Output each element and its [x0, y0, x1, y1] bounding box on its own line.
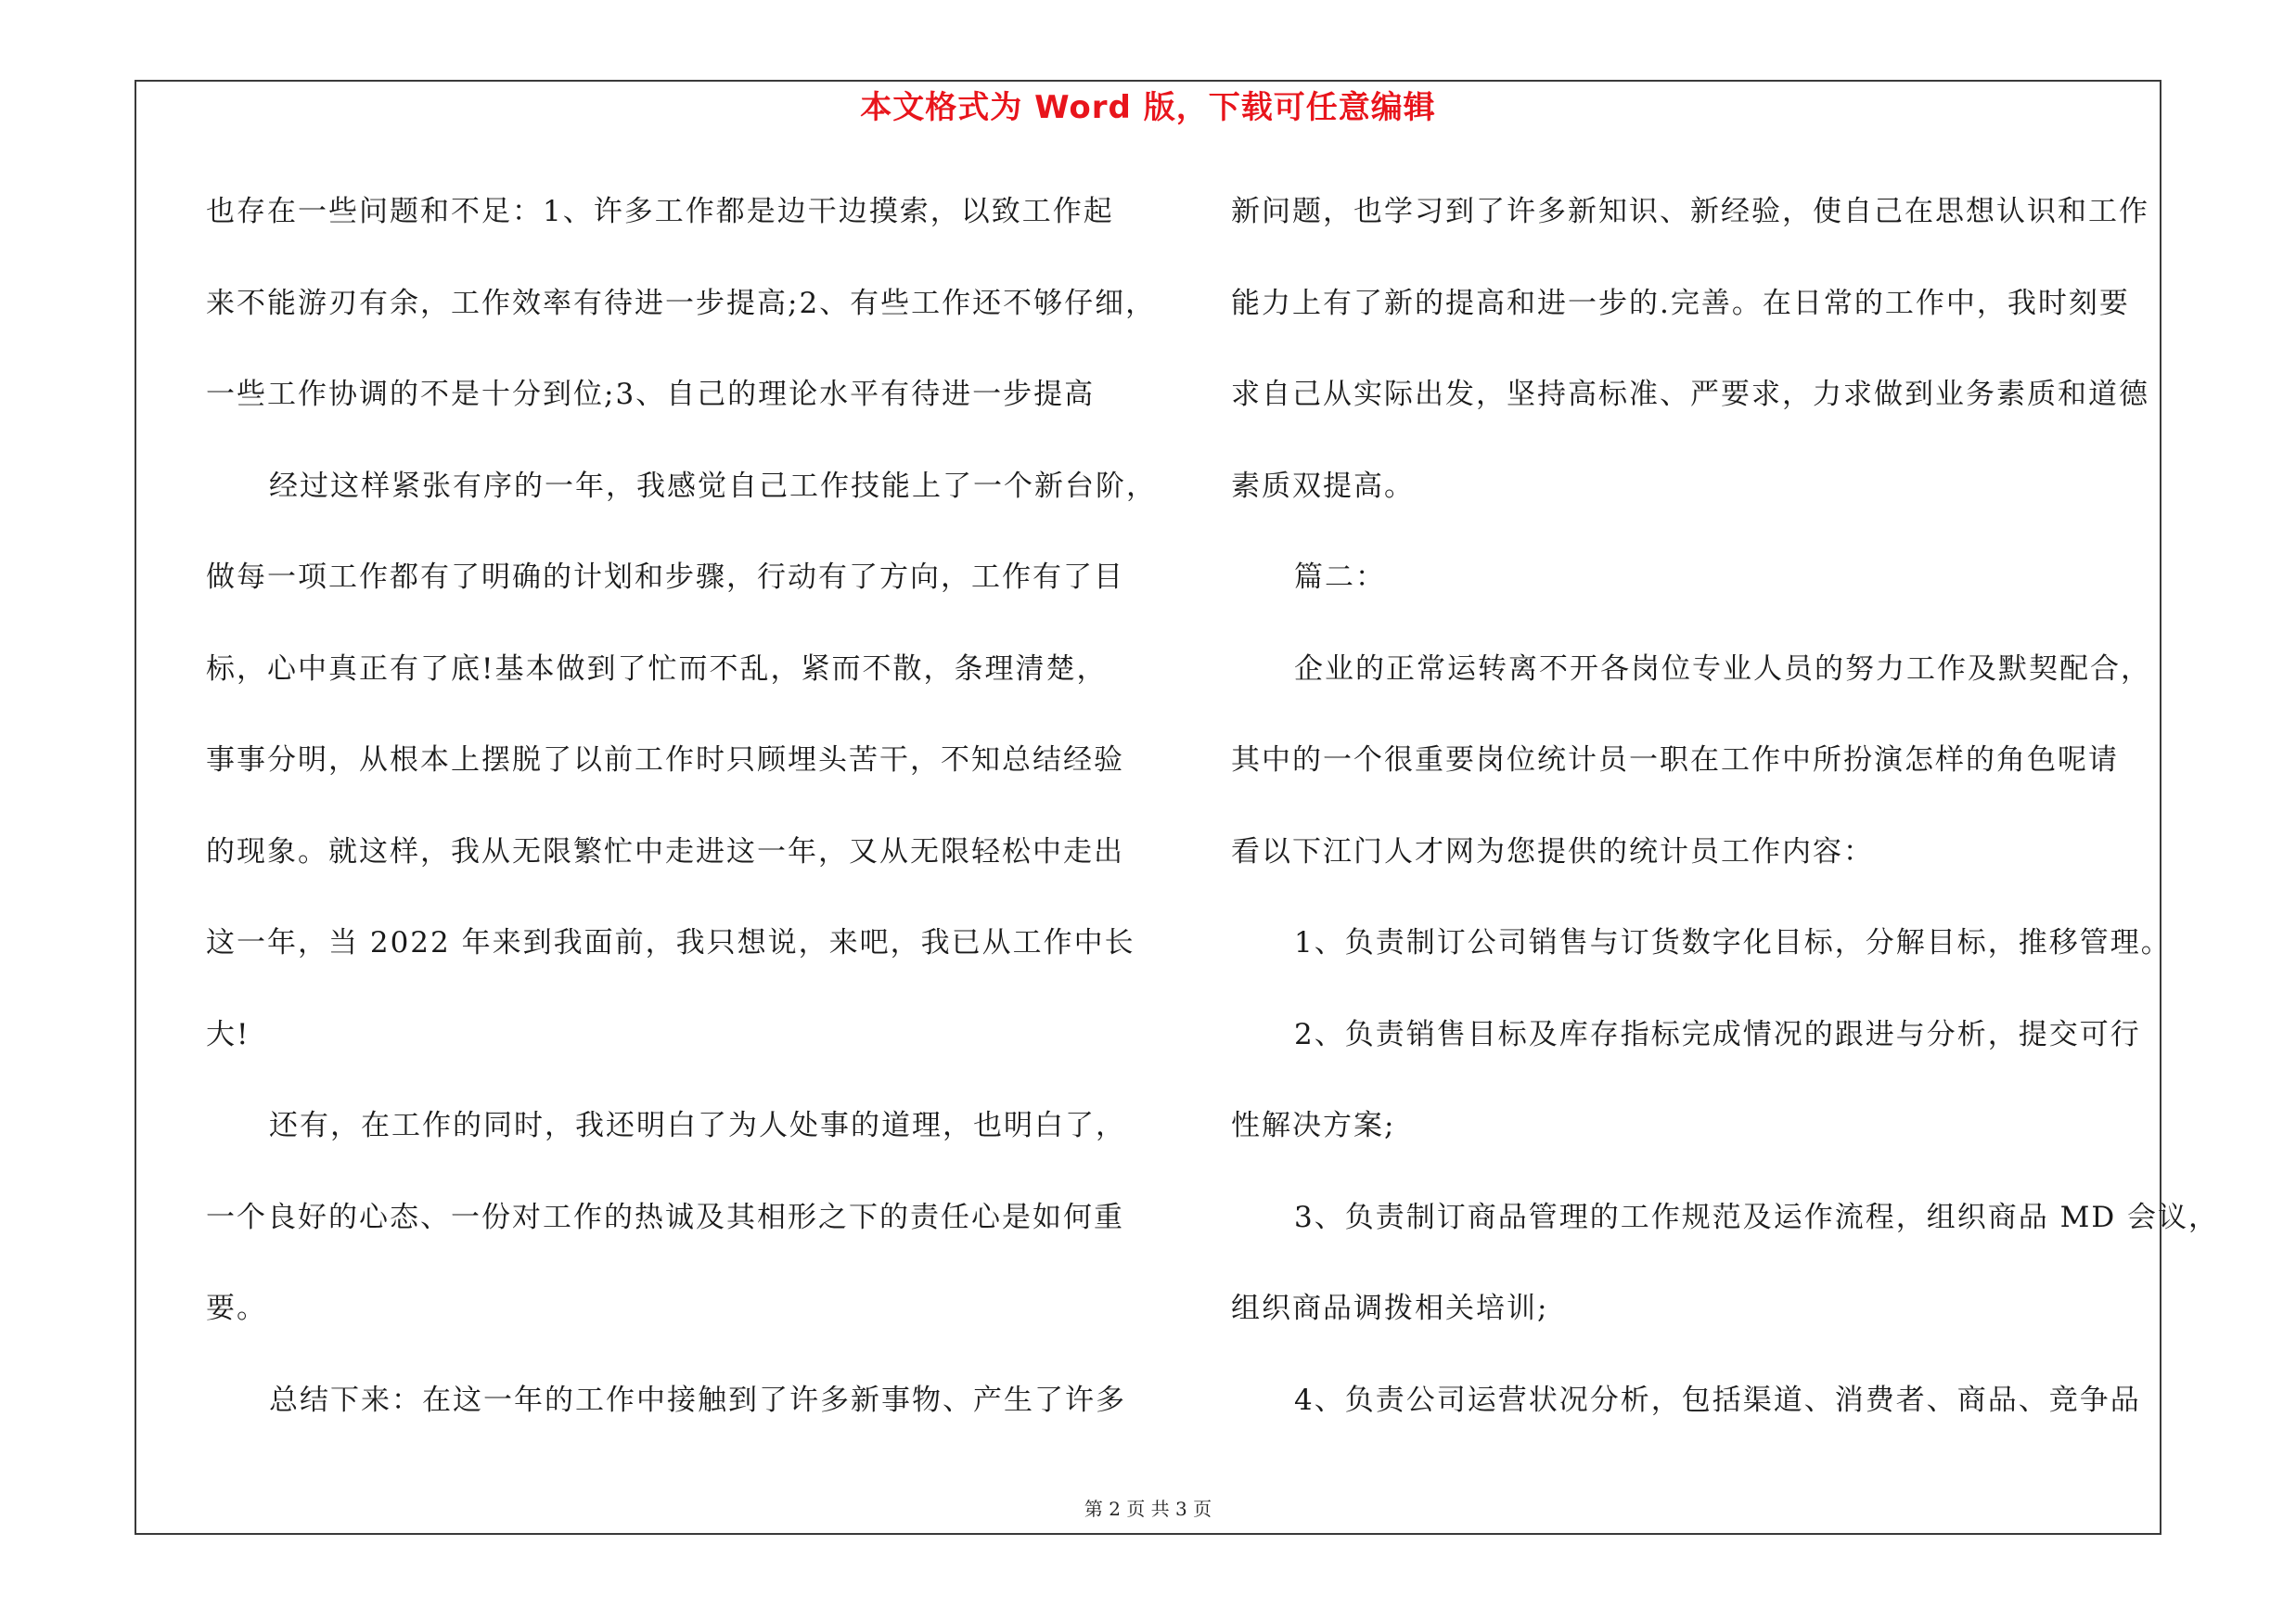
left-column [206, 184, 1157, 1463]
text-line: 4、负责公司运营状况分析，包括渠道、消费者、商品、竞争品 [1294, 1383, 2141, 1417]
text-line: 这一年，当 2022 年来到我面前，我只想说，来吧，我已从工作中长 [206, 926, 1135, 960]
text-line: 大! [206, 1017, 250, 1051]
text-line: 的现象。就这样，我从无限繁忙中走进这一年，又从无限轻松中走出 [206, 834, 1124, 869]
text-line: 3、负责制订商品管理的工作规范及运作流程，组织商品 MD 会议， [1294, 1200, 2220, 1234]
text-line: 还有，在工作的同时，我还明白了为人处事的道理，也明白了， [269, 1109, 1126, 1142]
page-footer: 第 2 页 共 3 页 [1084, 1498, 1212, 1520]
text-line: 篇二： [1294, 560, 1386, 594]
text-line: 事事分明，从根本上摆脱了以前工作时只顾埋头苦干，不知总结经验 [206, 743, 1124, 777]
text-line: 也存在一些问题和不足：1、许多工作都是边干边摸索，以致工作起 [206, 195, 1114, 228]
text-line: 经过这样紧张有序的一年，我感觉自己工作技能上了一个新台阶， [269, 469, 1157, 503]
text-line: 2、负责销售目标及库存指标完成情况的跟进与分析，提交可行 [1294, 1017, 2141, 1051]
right-column [1231, 184, 2220, 1463]
text-line: 一个良好的心态、一份对工作的热诚及其相形之下的责任心是如何重 [206, 1200, 1124, 1234]
header-banner: 本文格式为 Word 版，下载可任意编辑 [860, 89, 1436, 126]
text-line: 新问题，也学习到了许多新知识、新经验，使自己在思想认识和工作 [1231, 195, 2149, 228]
text-line: 标，心中真正有了底!基本做到了忙而不乱，紧而不散，条理清楚， [206, 651, 1108, 686]
text-line: 其中的一个很重要岗位统计员一职在工作中所扮演怎样的角色呢请 [1231, 743, 2119, 777]
text-line: 素质双提高。 [1231, 469, 1415, 503]
text-line: 能力上有了新的提高和进一步的.完善。在日常的工作中，我时刻要 [1231, 286, 2130, 320]
text-line: 性解决方案; [1231, 1109, 1396, 1142]
text-line: 做每一项工作都有了明确的计划和步骤，行动有了方向，工作有了目 [206, 560, 1124, 594]
text-line: 1、负责制订公司销售与订货数字化目标，分解目标，推移管理。 [1294, 926, 2172, 960]
text-line: 总结下来：在这一年的工作中接触到了许多新事物、产生了许多 [269, 1383, 1126, 1417]
text-line: 一些工作协调的不是十分到位;3、自己的理论水平有待进一步提高 [206, 378, 1096, 411]
text-line: 组织商品调拨相关培训; [1231, 1292, 1549, 1325]
text-line: 求自己从实际出发，坚持高标准、严要求，力求做到业务素质和道德 [1231, 378, 2149, 411]
text-line: 来不能游刃有余，工作效率有待进一步提高;2、有些工作还不够仔细， [206, 286, 1157, 320]
text-line: 看以下江门人才网为您提供的统计员工作内容： [1231, 834, 1874, 869]
text-line: 要。 [206, 1292, 267, 1325]
text-line: 企业的正常运转离不开各岗位专业人员的努力工作及默契配合， [1294, 651, 2151, 686]
